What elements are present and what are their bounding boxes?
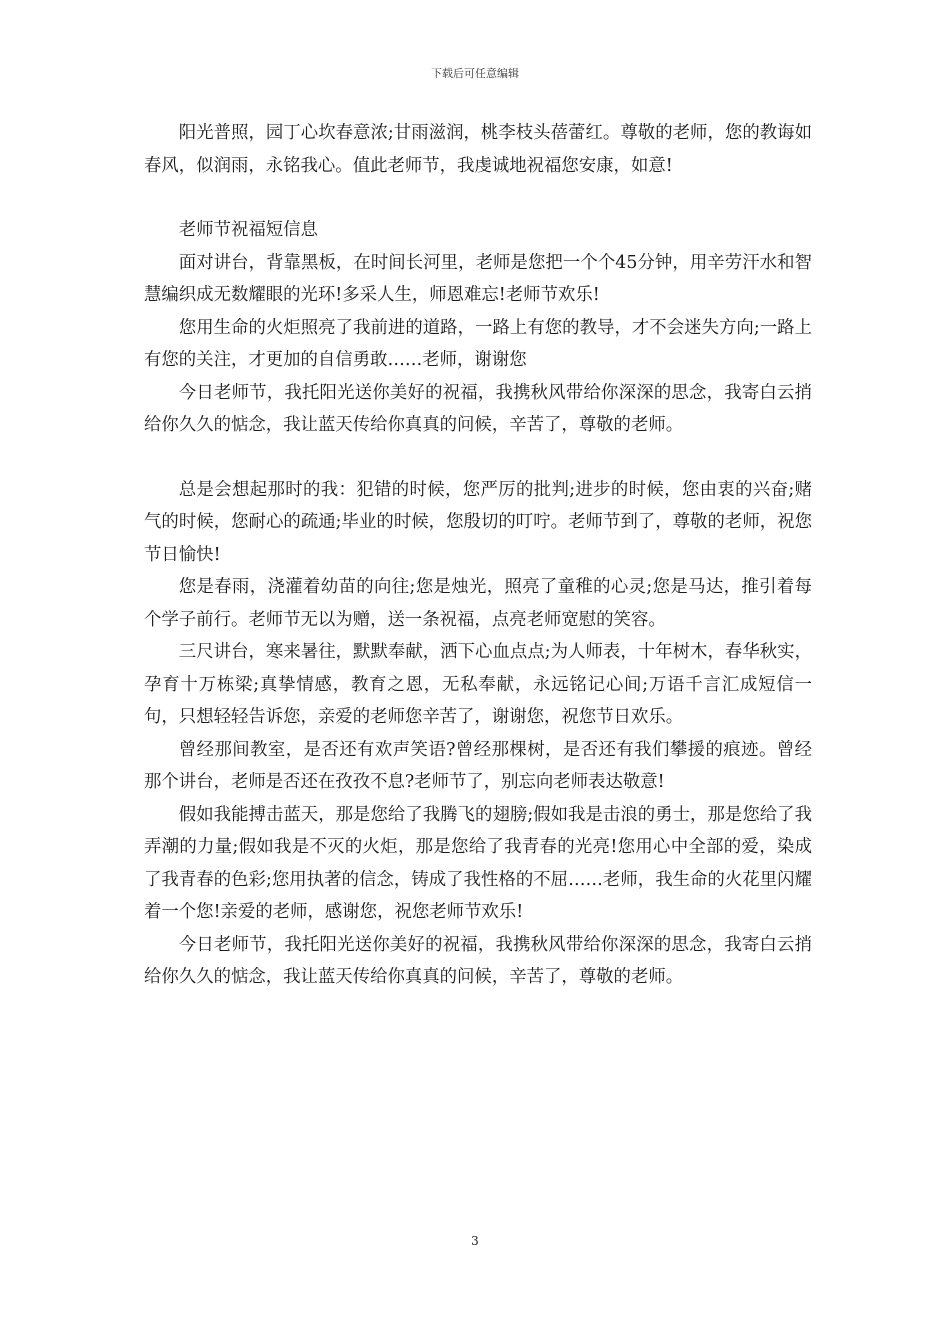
- paragraph: 面对讲台，背靠黑板，在时间长河里，老师是您把一个个45分钟，用辛劳汗水和智慧编织成无数耀眼的光环!多采人生，师恩难忘!老师节欢乐!: [144, 252, 812, 305]
- paragraph-intro: 阳光普照，园丁心坎春意浓;甘雨滋润，桃李枝头蓓蕾红。尊敬的老师，您的教诲如春风，似润雨，永铭我心。值此老师节，我虔诚地祝福您安康，如意!: [144, 123, 812, 176]
- page-number: 3: [471, 1234, 479, 1248]
- document-body: [144, 117, 812, 994]
- paragraph: 总是会想起那时的我：犯错的时候，您严厉的批判;进步的时候，您由衷的兴奋;赌气的时候，您耐心的疏通;毕业的时候，您殷切的叮咛。老师节到了，尊敬的老师，祝您节日愉快!: [144, 479, 812, 565]
- paragraph: 三尺讲台，寒来暑往，默默奉献，洒下心血点点;为人师表，十年树木，春华秋实，孕育十万栋梁;真挚情感，教育之恩，无私奉献，永远铭记心间;万语千言汇成短信一句，只想轻轻告诉您，亲爱的老师您辛苦了，谢谢您，祝您节日欢乐。: [144, 642, 812, 727]
- paragraph: 今日老师节，我托阳光送你美好的祝福，我携秋风带给你深深的思念，我寄白云捎给你久久的惦念，我让蓝天传给你真真的问候，辛苦了，尊敬的老师。: [144, 934, 812, 987]
- paragraph: 您是春雨，浇灌着幼苗的向往;您是烛光，照亮了童稚的心灵;您是马达，推引着每个学子前行。老师节无以为赠，送一条祝福，点亮老师宽慰的笑容。: [144, 577, 812, 630]
- paragraph: 曾经那间教室，是否还有欢声笑语?曾经那棵树，是否还有我们攀援的痕迹。曾经那个讲台，老师是否还在孜孜不息?老师节了，别忘向老师表达敬意!: [144, 739, 812, 792]
- paragraph: 今日老师节，我托阳光送你美好的祝福，我携秋风带给你深深的思念，我寄白云捎给你久久的惦念，我让蓝天传给你真真的问候，辛苦了，尊敬的老师。: [144, 382, 812, 435]
- paragraph: 假如我能搏击蓝天，那是您给了我腾飞的翅膀;假如我是击浪的勇士，那是您给了我弄潮的力量;假如我是不灭的火炬，那是您给了我青春的光亮!您用心中全部的爱，染成了我青春的色彩;您用执著的信念，铸成了我性格的不屈……老师，我生命的火花里闪耀着一个您!亲爱的老师，感谢您，祝您老师节欢乐!: [144, 804, 812, 922]
- page-header: 下载后可任意编辑: [431, 67, 519, 80]
- paragraph: 您用生命的火炬照亮了我前进的道路，一路上有您的教导，才不会迷失方向;一路上有您的关注，才更加的自信勇敢……老师，谢谢您: [144, 317, 812, 370]
- section-title: 老师节祝福短信息: [178, 220, 318, 240]
